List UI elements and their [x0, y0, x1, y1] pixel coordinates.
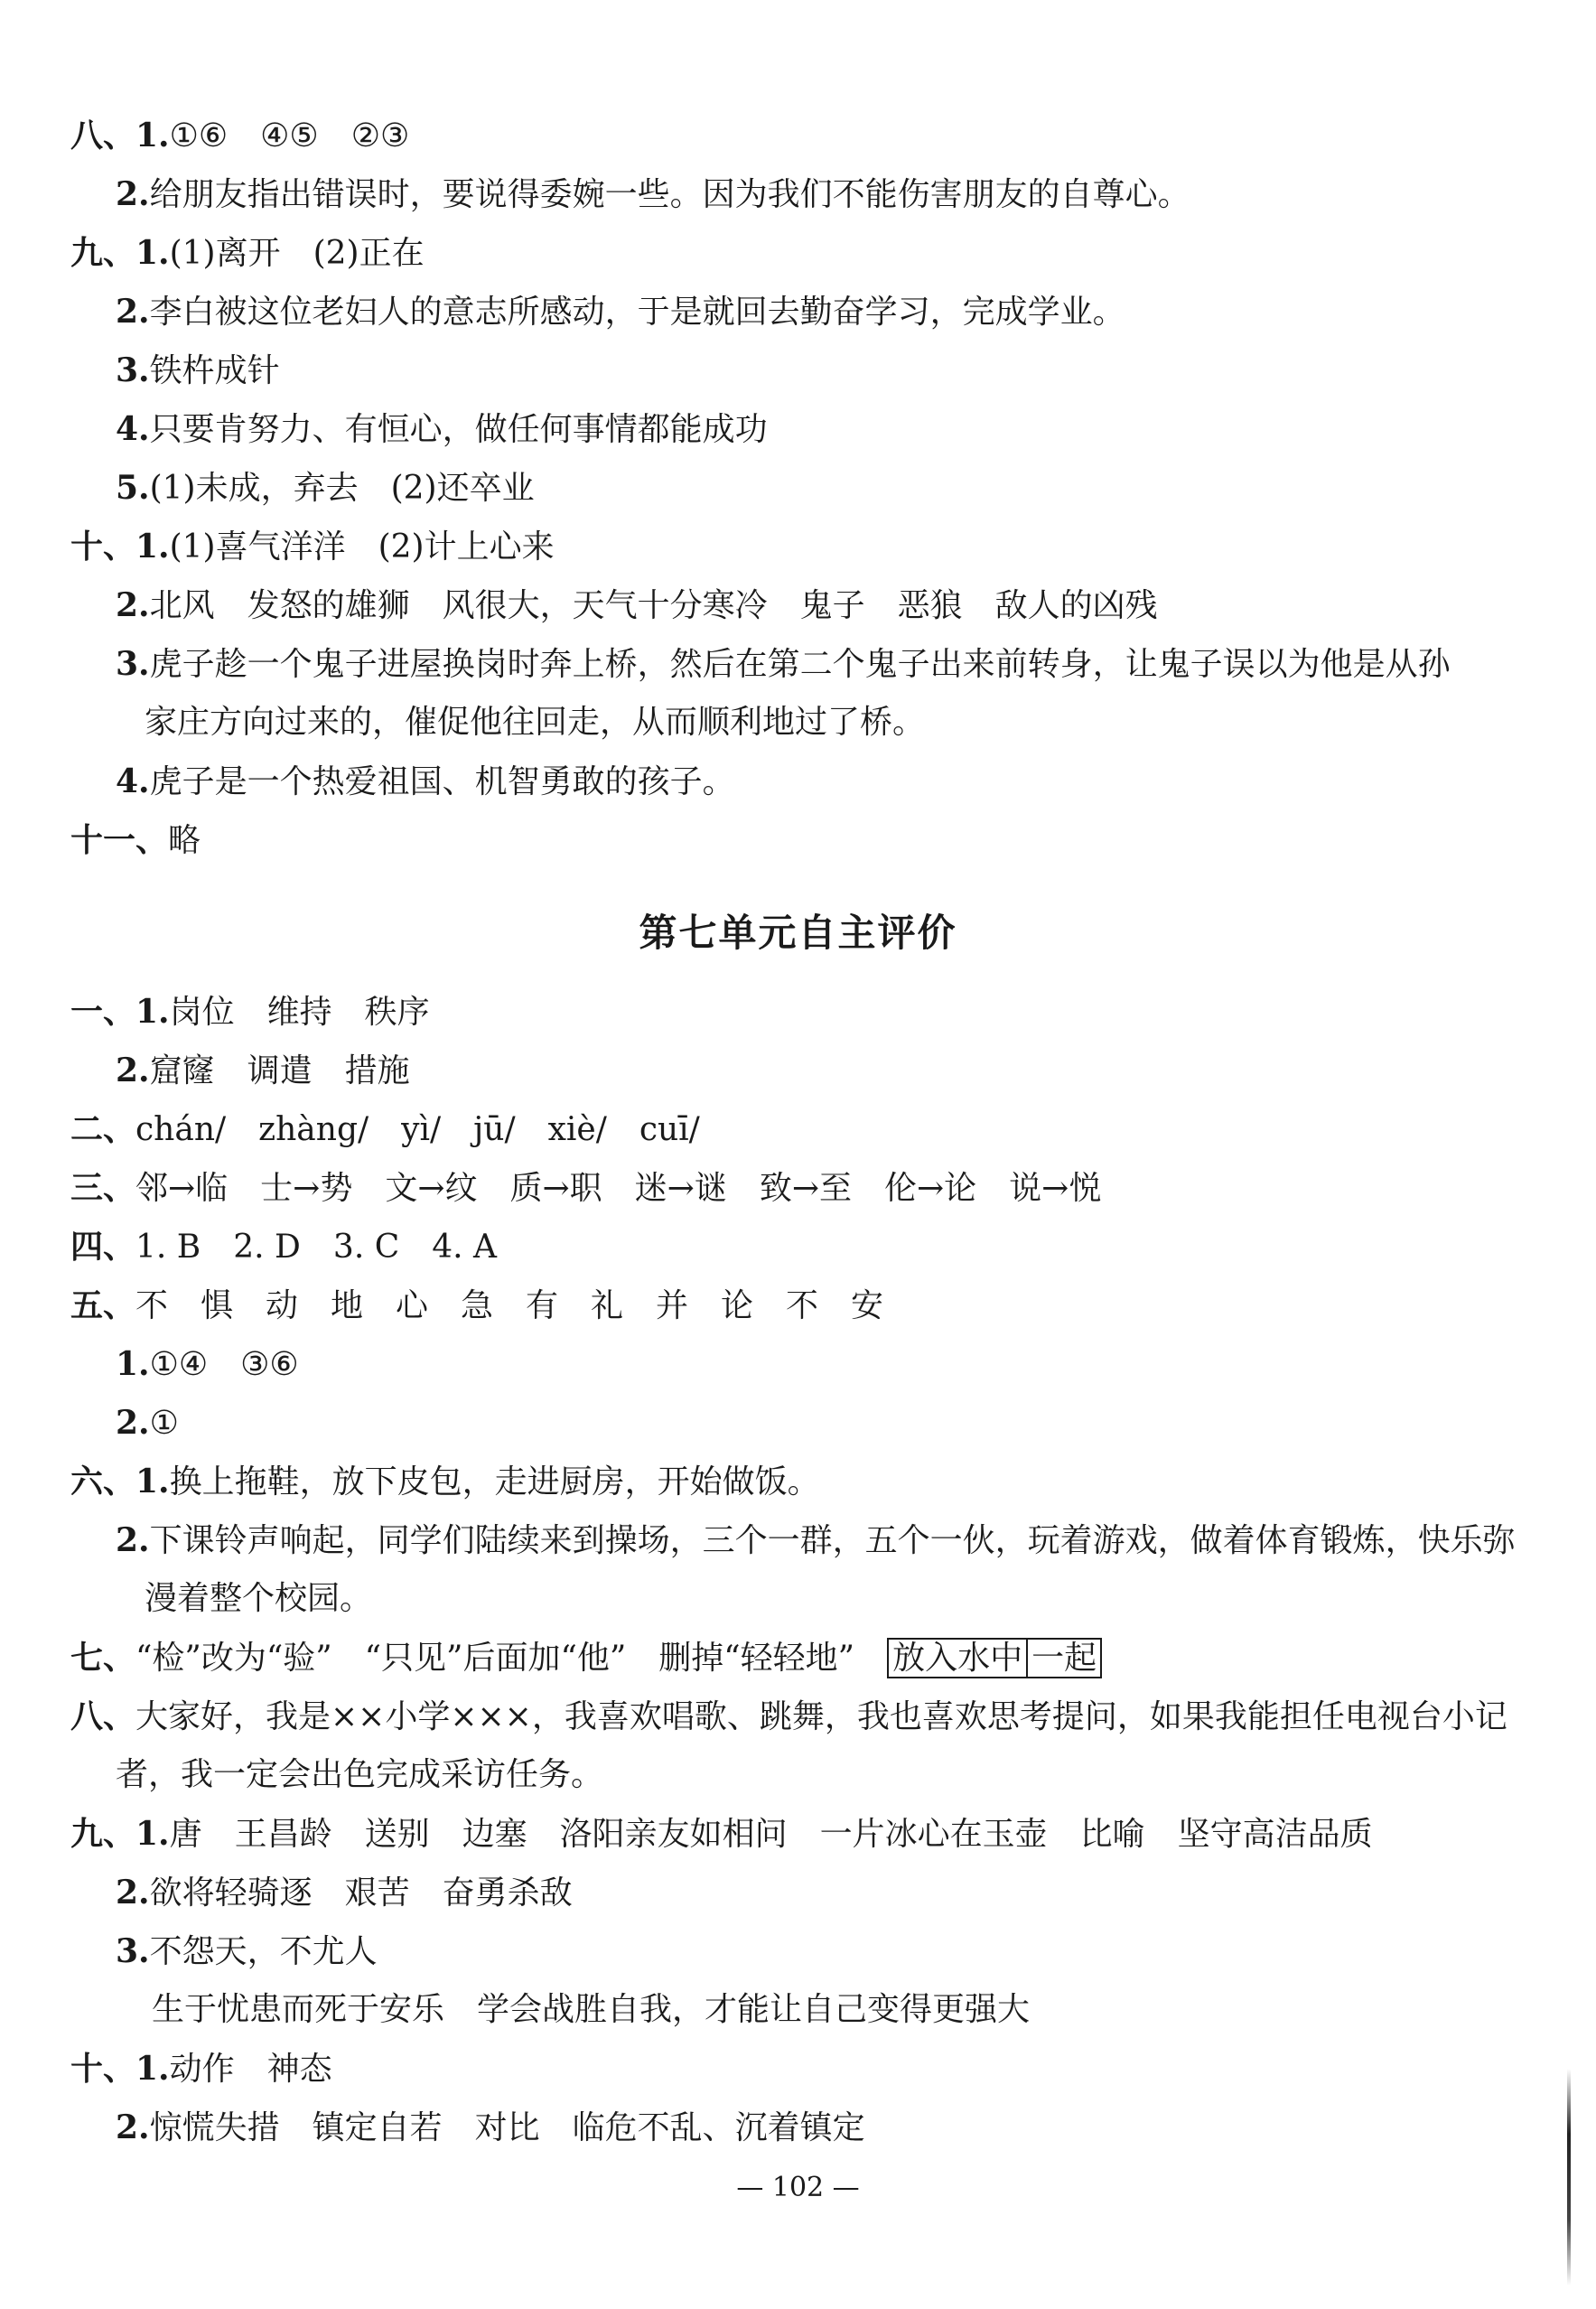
- answer-label: 九、1.: [70, 234, 170, 272]
- unit-line-10-1: [70, 2049, 332, 2089]
- answer-text: 惊慌失措 镇定自若 对比 临危不乱、沉着镇定: [149, 2109, 865, 2146]
- answer-label: 4.: [116, 762, 150, 800]
- answer-text: 李白被这位老妇人的意志所感动，于是就回去勤奋学习，完成学业。: [149, 294, 1125, 331]
- unit-line-6-2: [116, 1520, 1516, 1560]
- unit-line-5: [70, 1285, 883, 1325]
- answer-text: 家庄方向过来的，催促他往回走，从而顺利地过了桥。: [145, 704, 926, 741]
- unit-line-3: [70, 1168, 1101, 1208]
- answer-text: 唐 王昌龄 送别 边塞 洛阳亲友如相问 一片冰心在玉壶 比喻 坚守高洁品质: [169, 1816, 1373, 1853]
- answer-text: ①: [149, 1405, 179, 1442]
- answer-text: 欲将轻骑逐 艰苦 奋勇杀敌: [149, 1874, 573, 1912]
- scan-edge-mark: [1567, 2069, 1571, 2286]
- answer-line-9-1: [70, 233, 425, 273]
- answer-label: 五、: [70, 1286, 136, 1324]
- answer-label: 十、1.: [70, 2050, 170, 2088]
- answer-line-10-1: [70, 527, 555, 566]
- unit-line-9-3-cont: [152, 1990, 1030, 2030]
- answer-line-9-4: [116, 409, 768, 449]
- answer-label: 5.: [116, 469, 150, 507]
- answer-text: 窟窿 调遣 措施: [149, 1052, 410, 1089]
- answer-label: 四、: [70, 1228, 136, 1266]
- answer-line-10-4: [116, 762, 735, 801]
- answer-label: 4.: [116, 410, 150, 448]
- unit-line-5-1: [116, 1344, 299, 1384]
- answer-text: 下课铃声响起，同学们陆续来到操场，三个一群，五个一伙，玩着游戏，做着体育锻炼，快乐弥: [149, 1522, 1516, 1559]
- answer-text: 生于忧患而死于安乐 学会战胜自我，才能让自己变得更强大: [152, 1991, 1031, 2028]
- unit-line-4: [70, 1227, 497, 1267]
- answer-label: 3.: [116, 645, 150, 683]
- answer-text: 岗位 维持 秩序: [169, 994, 430, 1031]
- answer-label: 八、1.: [70, 117, 170, 154]
- answer-line-8-1: [70, 116, 409, 155]
- answer-label: 十一、: [70, 821, 169, 859]
- unit-line-8: [70, 1697, 1507, 1736]
- answer-text: 漫着整个校园。: [145, 1580, 373, 1617]
- answer-text: (1)喜气洋洋 (2)计上心来: [169, 528, 555, 566]
- answer-label: 2.: [116, 586, 150, 624]
- answer-text: (1)离开 (2)正在: [169, 235, 425, 272]
- unit-line-1-2: [116, 1051, 410, 1090]
- answer-label: 三、: [70, 1169, 136, 1207]
- unit-title: 第七单元自主评价: [639, 911, 957, 955]
- answer-label: 2.: [116, 1874, 150, 1912]
- answer-label: 2.: [116, 1404, 150, 1442]
- answer-text: 大家好，我是××小学×××，我喜欢唱歌、跳舞，我也喜欢思考提问，如果我能担任电视台小记: [135, 1698, 1507, 1735]
- answer-text: ①⑥ ④⑤ ②③: [169, 117, 410, 154]
- unit-line-6-2-cont: [145, 1579, 372, 1619]
- answer-text: 只要肯努力、有恒心，做任何事情都能成功: [149, 411, 768, 448]
- unit-line-2: [70, 1109, 700, 1149]
- unit-line-9-1: [70, 1814, 1373, 1854]
- answer-label: 九、1.: [70, 1815, 170, 1853]
- answer-text: 北风 发怒的雄狮 风很大，天气十分寒冷 鬼子 恶狼 敌人的凶残: [149, 587, 1158, 624]
- unit-line-10-2: [116, 2108, 865, 2147]
- answer-label: 2.: [116, 2108, 150, 2146]
- answer-text: “检”改为“验” “只见”后面加“他” 删掉“轻轻地”: [135, 1640, 888, 1677]
- answer-text: 铁杵成针: [149, 352, 280, 389]
- answer-label: 七、: [70, 1639, 136, 1677]
- answer-text: 不怨天，不尤人: [149, 1933, 378, 1970]
- answer-label: 一、1.: [70, 993, 170, 1031]
- answer-label: 六、1.: [70, 1463, 170, 1500]
- answer-label: 十、1.: [70, 528, 170, 566]
- answer-line-11: [70, 820, 201, 860]
- unit-line-7: [70, 1638, 1102, 1678]
- answer-line-10-3: [116, 644, 1451, 684]
- answer-line-9-2: [116, 292, 1125, 332]
- unit-line-9-3: [116, 1931, 378, 1971]
- answer-line-10-3-cont: [145, 703, 925, 743]
- answer-text: 虎子是一个热爱祖国、机智勇敢的孩子。: [149, 763, 735, 800]
- unit-line-8-cont: [116, 1755, 603, 1795]
- answer-text: 者，我一定会出色完成采访任务。: [116, 1756, 604, 1793]
- answer-label: 3.: [116, 1932, 150, 1970]
- answer-line-9-3: [116, 351, 280, 390]
- proofread-box-a: 放入水中: [887, 1638, 1028, 1678]
- answer-text: 略: [168, 822, 201, 859]
- answer-text: chán/ zhàng/ yì/ jū/ xiè/ cuī/: [135, 1111, 700, 1148]
- answer-line-10-2: [116, 585, 1158, 625]
- unit-line-1-1: [70, 992, 430, 1032]
- answer-label: 2.: [116, 1521, 150, 1559]
- answer-line-9-5: [116, 468, 535, 508]
- answer-text: 动作 神态: [169, 2051, 332, 2088]
- answer-text: 1. B 2. D 3. C 4. A: [135, 1229, 498, 1266]
- unit-line-9-2: [116, 1873, 573, 1912]
- answer-text: 给朋友指出错误时，要说得委婉一些。因为我们不能伤害朋友的自尊心。: [149, 176, 1190, 213]
- answer-label: 二、: [70, 1110, 136, 1148]
- answer-text: 换上拖鞋，放下皮包，走进厨房，开始做饭。: [169, 1463, 820, 1500]
- answer-label: 3.: [116, 351, 150, 389]
- unit-line-5-2: [116, 1403, 179, 1443]
- page-number: — 102 —: [736, 2172, 860, 2203]
- answer-text: 邻→临 士→势 文→纹 质→职 迷→谜 致→至 伦→论 说→悦: [135, 1170, 1102, 1207]
- answer-text: (1)未成，弃去 (2)还卒业: [149, 470, 535, 507]
- answer-text: 虎子趁一个鬼子进屋换岗时奔上桥，然后在第二个鬼子出来前转身，让鬼子误以为他是从孙: [149, 646, 1451, 683]
- answer-label: 八、: [70, 1697, 136, 1735]
- answer-label: 2.: [116, 175, 150, 213]
- answer-label: 2.: [116, 293, 150, 331]
- answer-text: 不 惧 动 地 心 急 有 礼 并 论 不 安: [135, 1287, 884, 1324]
- unit-line-6-1: [70, 1462, 820, 1501]
- answer-text: ①④ ③⑥: [149, 1346, 299, 1383]
- answer-label: 2.: [116, 1052, 150, 1089]
- proofread-box-b: 一起: [1028, 1638, 1102, 1678]
- answer-line-8-2: [116, 174, 1190, 214]
- answer-label: 1.: [116, 1345, 150, 1383]
